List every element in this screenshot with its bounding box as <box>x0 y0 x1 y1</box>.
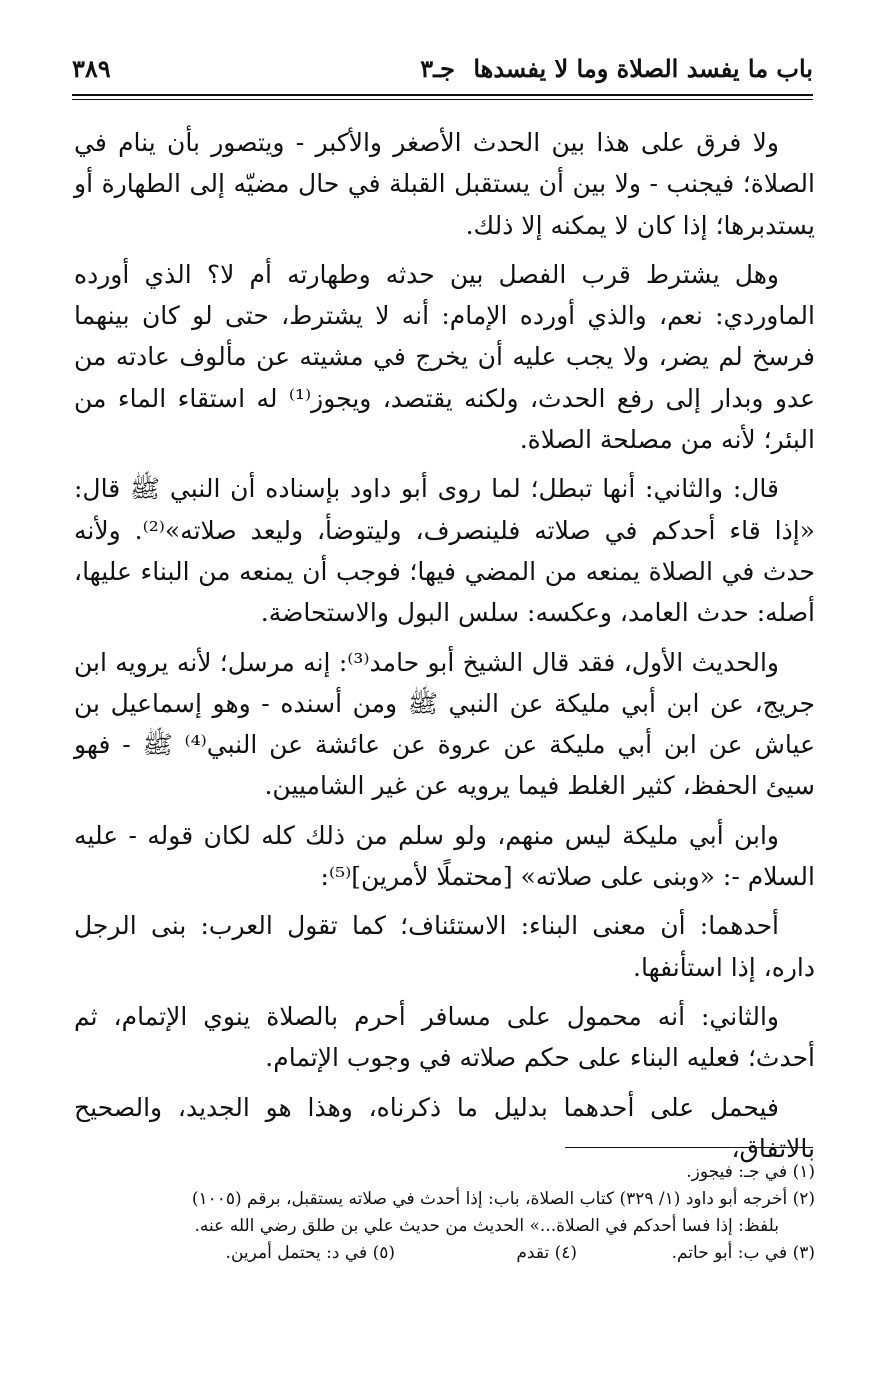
footnote-5: (٥) في د: يحتمل أمرين. <box>225 1243 395 1263</box>
paragraph: والحديث الأول، فقد قال الشيخ أبو حامد⁽³⁾: إنه مرسل؛ لأنه يرويه ابن جريج، عن ابن أبي مليكة عن النبي ﷺ ومن أسنده - وهو إسماعيل بن عياش عن ابن أبي مليكة عن عروة عن عائشة عن النبي⁽⁴⁾ ﷺ - فهو سيئ الحفظ، كثير الغلط فيما يرويه عن غير الشاميين. <box>74 647 815 801</box>
footnote-4: (٤) تقدم <box>516 1243 577 1263</box>
paragraph: والثاني: أنه محمول على مسافر أحرم بالصلاة ينوي الإتمام، ثم أحدث؛ فعليه البناء على حكم صلاته في وجوب الإتمام. <box>74 1001 815 1073</box>
header-rule <box>72 94 813 96</box>
footnote-separator <box>565 1147 813 1148</box>
footnote-row <box>74 1240 815 1267</box>
paragraph: فيحمل على أحدهما بدليل ما ذكرناه، وهذا هو الجديد، والصحيح بالاتفاق، <box>74 1092 815 1163</box>
paragraph: ولا فرق على هذا بين الحدث الأصغر والأكبر - ويتصور بأن ينام في الصلاة؛ فيجنب - ولا بين أن يستقبل القبلة في حال مضيّه إلى الطهارة أو يستدبرها؛ إذا كان لا يمكنه إلا ذلك. <box>74 128 815 240</box>
chapter-title: باب ما يفسد الصلاة وما لا يفسدها <box>473 54 813 83</box>
footnote-1: (١) في جـ: فيجوز. <box>686 1162 815 1182</box>
main-text <box>74 122 815 1177</box>
paragraph: وهل يشترط قرب الفصل بين حدثه وطهارته أم لا؟ الذي أورده الماوردي: نعم، والذي أورده الإمام: أنه لا يشترط، حتى لو كان بينهما فرسخ لم يضر، ولا يجب عليه أن يخرج في مشيته عن مألوف عادته من عدو وبدار إلى رفع الحدث، ولكنه يقتصد، ويجوز⁽¹⁾ له استقاء الماء من البئر؛ لأنه من مصلحة الصلاة. <box>74 259 816 455</box>
paragraph: أحدهما: أن معنى البناء: الاستئناف؛ كما تقول العرب: بنى الرجل داره، إذا استأنفها. <box>74 911 815 982</box>
footnote-2-continuation: بلفظ: إذا فسا أحدكم في الصلاة...» الحديث من حديث علي بن طلق رضي الله عنه. <box>194 1216 779 1236</box>
running-header <box>72 52 813 92</box>
paragraph: قال: والثاني: أنها تبطل؛ لما روى أبو داود بإسناده أن النبي ﷺ قال: «إذا قاء أحدكم في صلاته فلينصرف، وليتوضأ، وليعد صلاته»⁽²⁾. ولأنه حدث في الصلاة يمنعه من المضي فيها؛ فوجب أن يمنعه من البناء عليها، أصله: حدث العامد، وعكسه: سلس البول والاستحاضة. <box>74 474 815 628</box>
footnote-3: (٣) في ب: أبو حاتم. <box>671 1243 815 1263</box>
header-rule-thin <box>72 99 813 100</box>
page-number: ٣٨٩ <box>72 54 111 83</box>
footnote-2: (٢) أخرجه أبو داود (١/ ٣٢٩) كتاب الصلاة، باب: إذا أحدث في صلاته يستقبل، برقم (١٠٠٥) <box>191 1189 815 1209</box>
paragraph: وابن أبي مليكة ليس منهم، ولو سلم من ذلك كله لكان قوله - عليه السلام -: «وبنى على صلاته» [محتملًا لأمرين]⁽⁵⁾: <box>74 820 815 892</box>
volume-label: جـ٣ <box>420 54 455 83</box>
footnotes <box>74 1159 815 1267</box>
